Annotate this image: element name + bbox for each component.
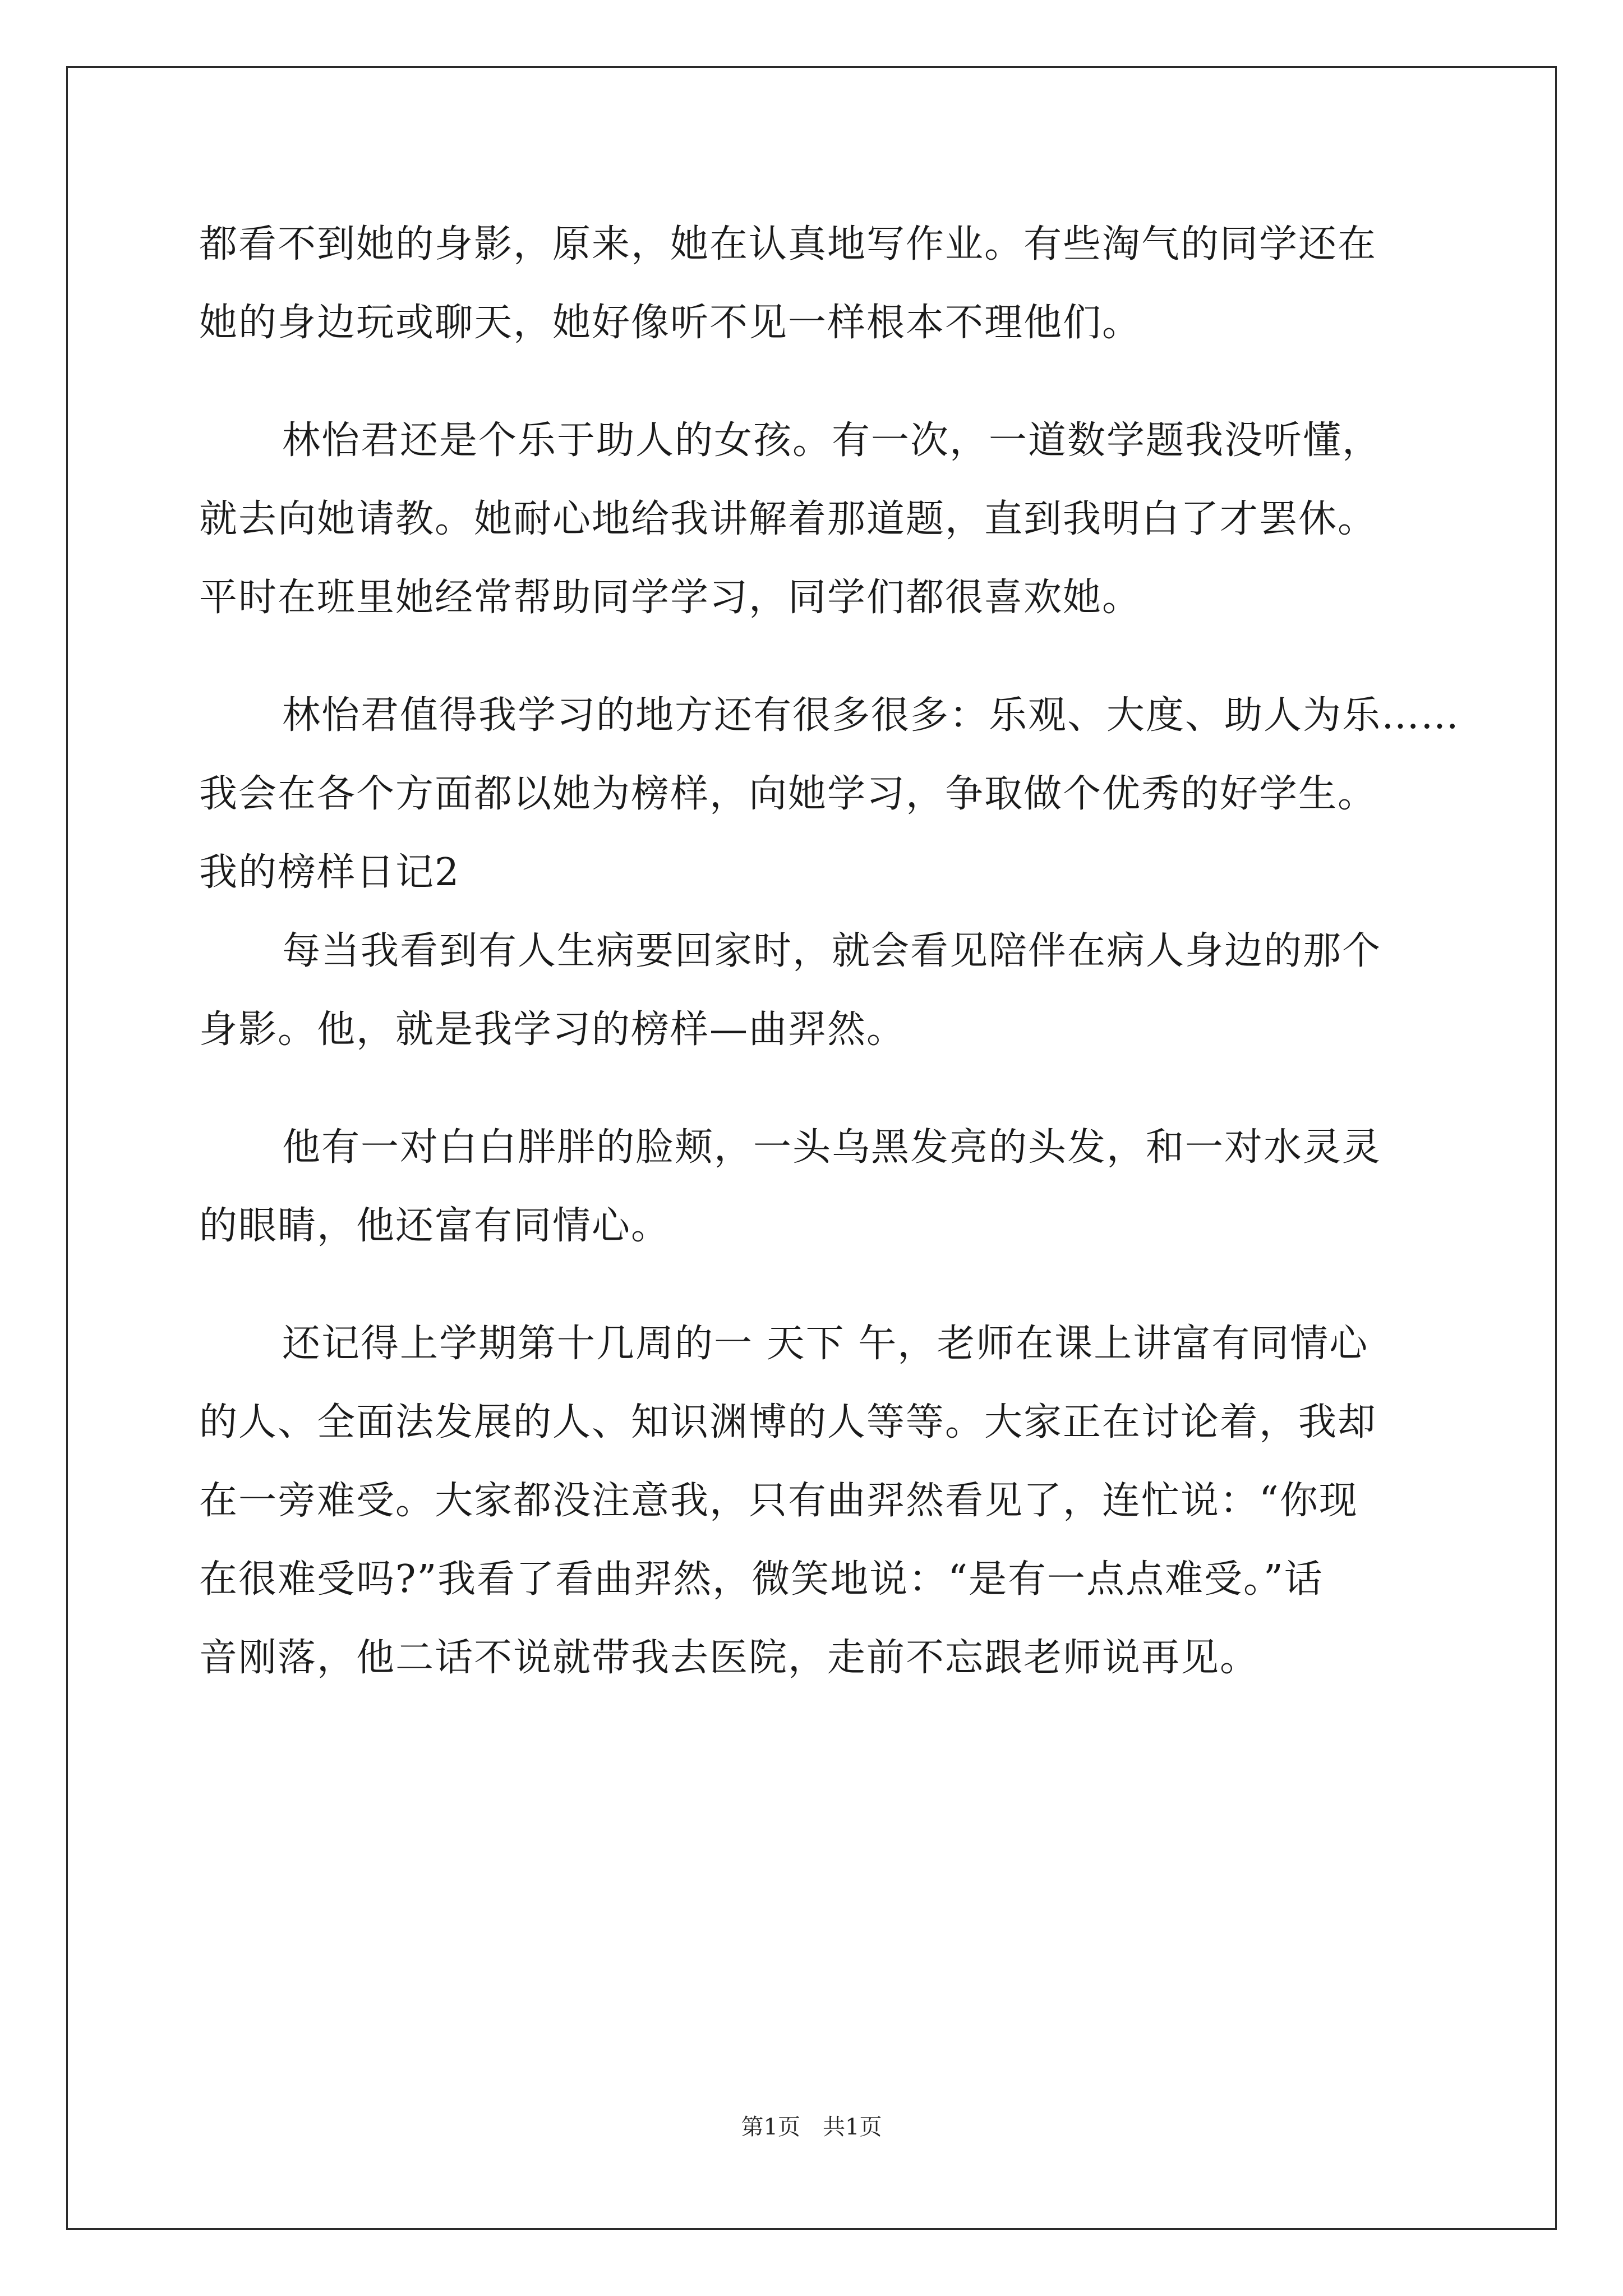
paragraph-start-line: 还记得上学期第十几周的一 天下 午，老师在课上讲富有同情心 [282,1322,1369,1366]
body-line: 的眼睛，他还富有同情心。 [199,1204,671,1248]
body-line: 身影。他，就是我学习的榜样—曲羿然。 [199,1007,906,1052]
body-line: 在一旁难受。大家都没注意我，只有曲羿然看见了，连忙说：“你现 [199,1479,1358,1523]
paragraph-start-line: 林怡君还是个乐于助人的女孩。有一次，一道数学题我没听懂， [282,418,1382,463]
section-heading: 我的榜样日记2 [199,850,460,895]
body-line: 平时在班里她经常帮助同学学习，同学们都很喜欢她。 [199,576,1142,620]
body-line: 都看不到她的身影，原来，她在认真地写作业。有些淘气的同学还在 [199,222,1377,266]
body-line: 就去向她请教。她耐心地给我讲解着那道题，直到我明白了才罢休。 [199,497,1377,541]
body-line: 在很难受吗?”我看了看曲羿然，微笑地说：“是有一点点难受。”话 [199,1557,1324,1602]
body-line: 的人、全面法发展的人、知识渊博的人等等。大家正在讨论着，我却 [199,1400,1377,1444]
body-line: 我会在各个方面都以她为榜样，向她学习，争取做个优秀的好学生。 [199,772,1377,816]
paragraph-start-line: 林怡君值得我学习的地方还有很多很多：乐观、大度、助人为乐…… [282,693,1460,738]
paragraph-start-line: 每当我看到有人生病要回家时，就会看见陪伴在病人身边的那个 [282,929,1382,973]
paragraph-start-line: 他有一对白白胖胖的脸颊，一头乌黑发亮的头发，和一对水灵灵 [282,1125,1382,1170]
body-line: 音刚落，他二话不说就带我去医院，走前不忘跟老师说再见。 [199,1636,1260,1680]
body-line: 她的身边玩或聊天，她好像听不见一样根本不理他们。 [199,301,1142,345]
page-number-footer: 第1页 共1页 [741,2114,882,2140]
